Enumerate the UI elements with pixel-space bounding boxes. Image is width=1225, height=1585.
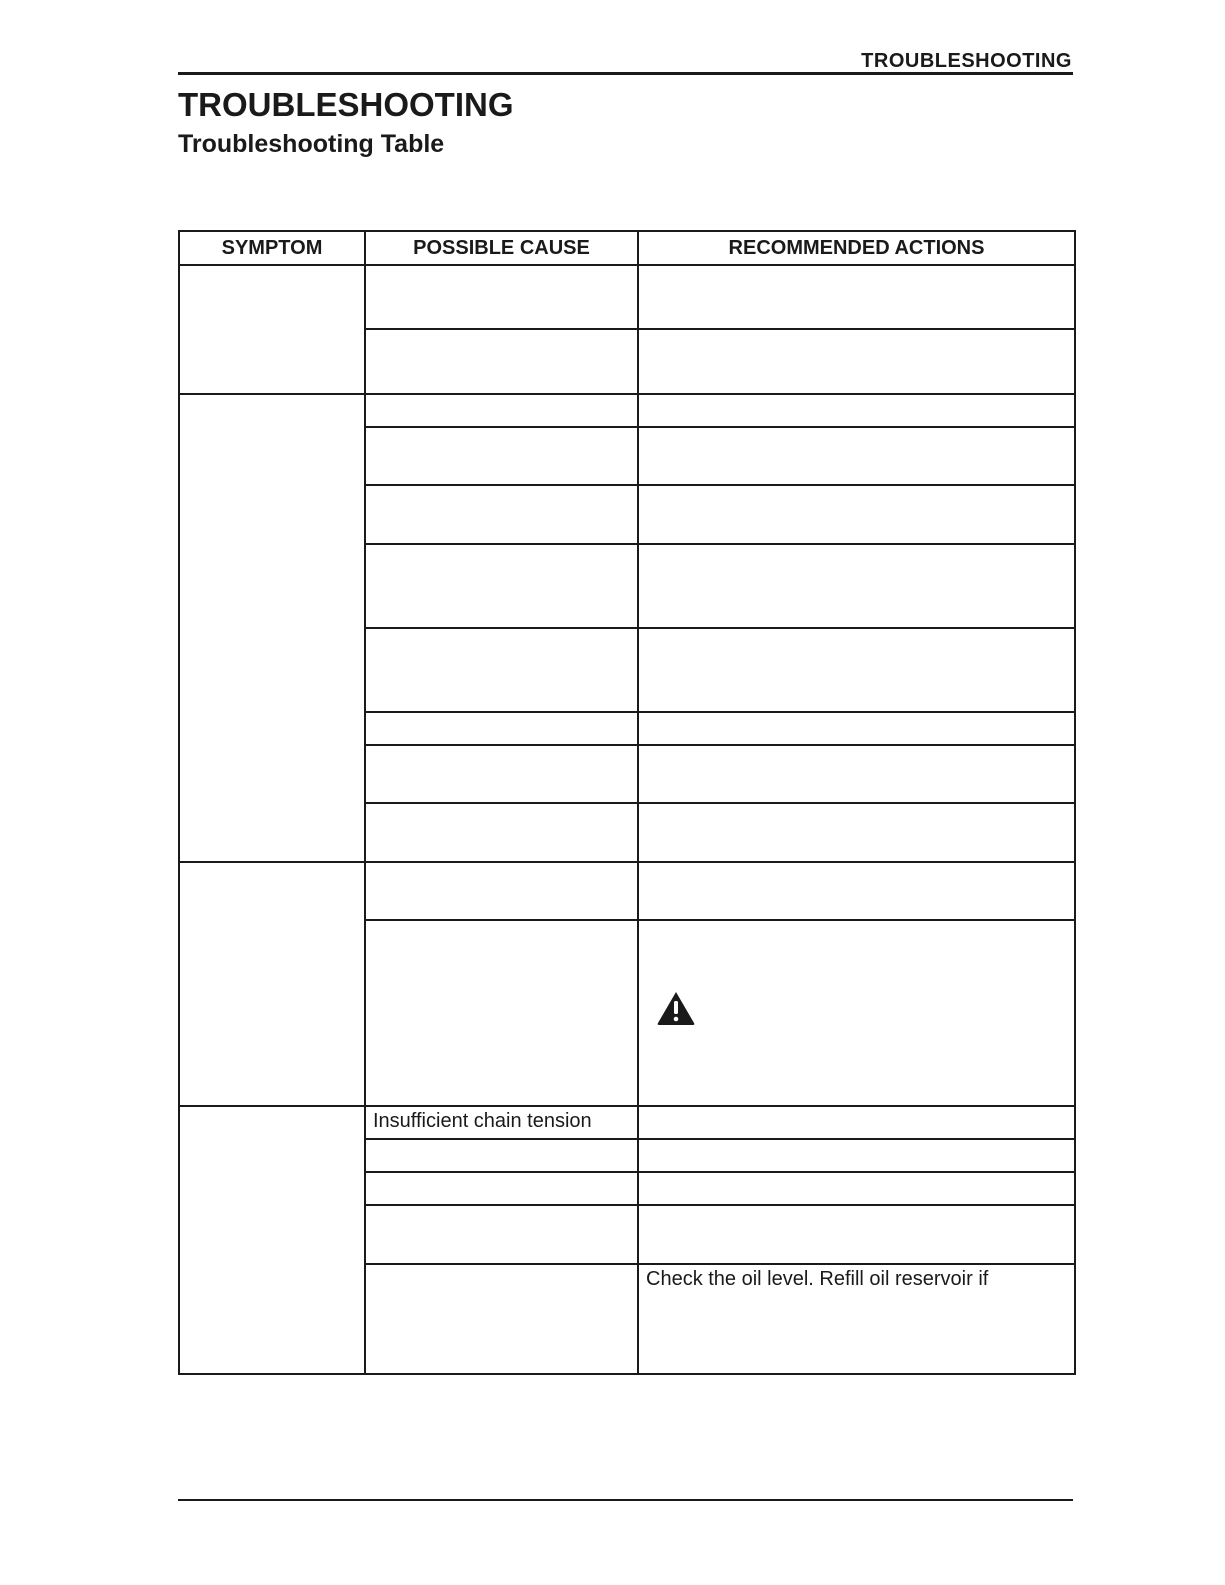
cause-cell: [365, 485, 638, 544]
cause-cell: [365, 1205, 638, 1264]
cause-cell: [365, 920, 638, 1106]
action-cell: [638, 1106, 1075, 1139]
cause-cell: [365, 329, 638, 394]
action-cell: [638, 544, 1075, 628]
cause-cell: [365, 265, 638, 329]
action-cell: [638, 1172, 1075, 1205]
column-header-recommended-actions: RECOMMENDED ACTIONS: [638, 231, 1075, 265]
warning-triangle-icon: [656, 990, 696, 1026]
cause-cell: Insufficient chain tension: [365, 1106, 638, 1139]
action-cell: [638, 745, 1075, 803]
action-cell: [638, 329, 1075, 394]
symptom-cell: [179, 1106, 365, 1374]
table-header-row: [179, 231, 1075, 265]
symptom-cell: [179, 394, 365, 862]
header-rule: [178, 72, 1073, 75]
cause-cell: [365, 628, 638, 712]
table-row: [179, 862, 1075, 920]
running-header: TROUBLESHOOTING: [861, 50, 1072, 72]
cause-cell: [365, 1172, 638, 1205]
cause-cell: [365, 544, 638, 628]
action-cell: [638, 920, 1075, 1106]
cause-cell: [365, 862, 638, 920]
footer-rule: [178, 1499, 1073, 1501]
action-cell: [638, 712, 1075, 745]
action-cell: [638, 427, 1075, 485]
cause-cell: [365, 394, 638, 427]
action-cell: [638, 1139, 1075, 1172]
cause-cell: [365, 1139, 638, 1172]
symptom-cell: [179, 862, 365, 1106]
action-cell: [638, 394, 1075, 427]
action-cell: Check the oil level. Refill oil reservoir if: [638, 1264, 1075, 1374]
cause-cell: [365, 427, 638, 485]
column-header-possible-cause: POSSIBLE CAUSE: [365, 231, 638, 265]
troubleshooting-table: [178, 230, 1076, 1375]
action-cell: [638, 1205, 1075, 1264]
page-title: TROUBLESHOOTING: [178, 86, 514, 123]
table-row: [179, 394, 1075, 427]
cause-cell: [365, 803, 638, 862]
cause-cell: [365, 712, 638, 745]
cause-cell: [365, 745, 638, 803]
page-subtitle: Troubleshooting Table: [178, 130, 445, 158]
column-header-symptom: SYMPTOM: [179, 231, 365, 265]
action-cell: [638, 265, 1075, 329]
action-cell: [638, 628, 1075, 712]
cause-cell: [365, 1264, 638, 1374]
action-cell: [638, 485, 1075, 544]
symptom-cell: [179, 265, 365, 394]
table-row: [179, 1106, 1075, 1139]
action-cell: [638, 862, 1075, 920]
action-cell: [638, 803, 1075, 862]
table-row: [179, 265, 1075, 329]
